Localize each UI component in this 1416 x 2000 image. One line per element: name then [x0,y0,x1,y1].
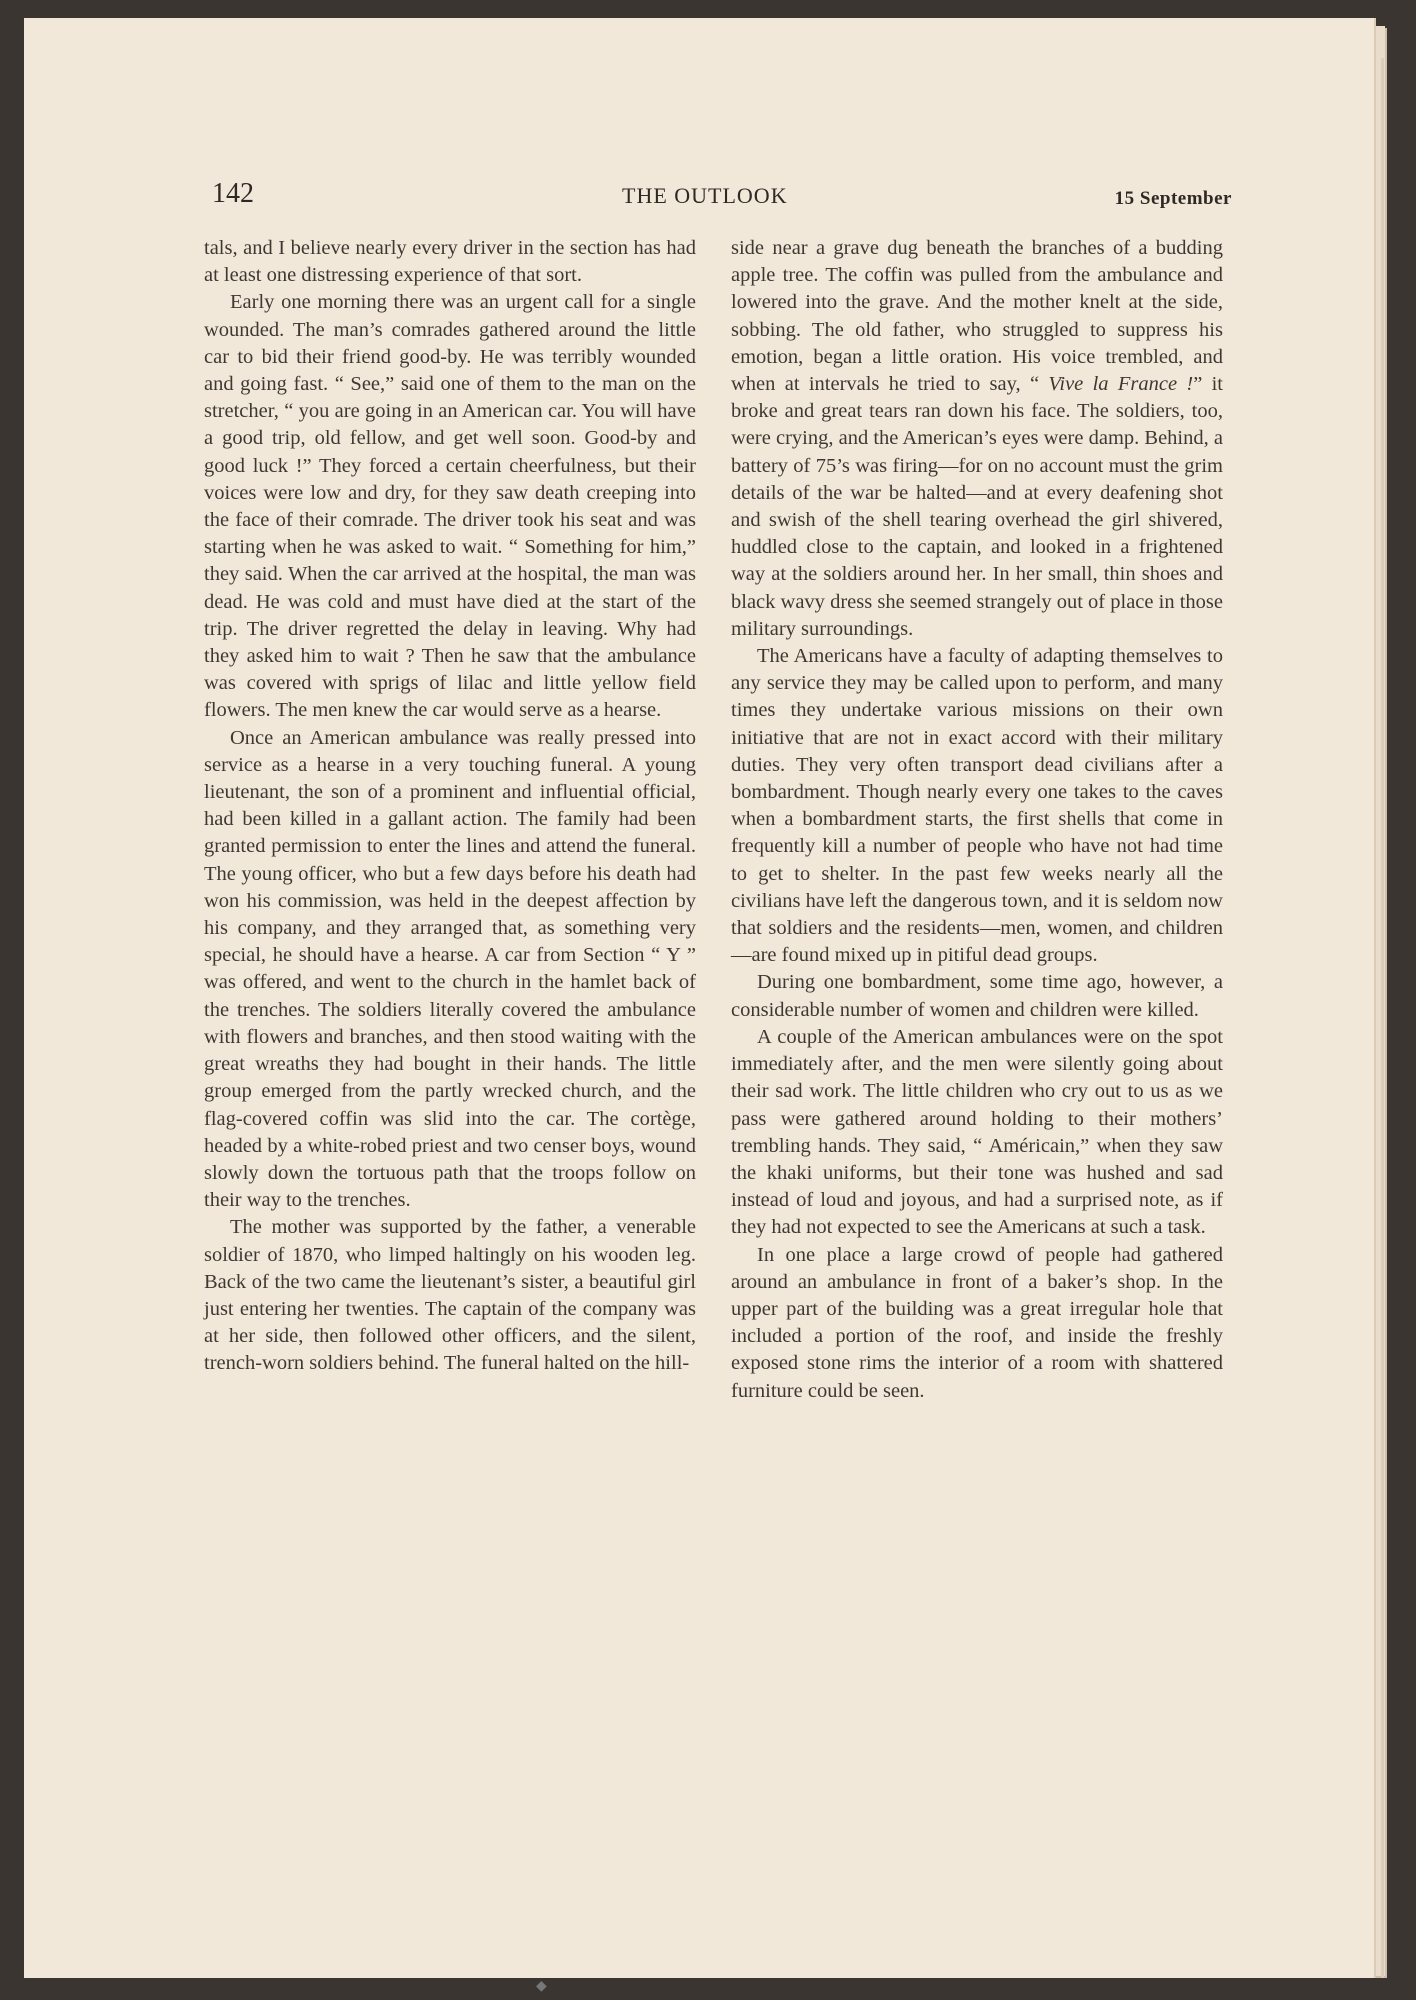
paragraph: tals, and I believe nearly every driver in the section has had at least one distressing experience of that sort. [204,237,696,287]
italic-quote: Vive la France ! [1048,373,1194,396]
left-column [204,235,696,1378]
binding-mark: ◆ [536,1979,547,1994]
paragraph: The mother was supported by the father, a venerable soldier of 1870, who limped haltingly on his wooden leg. Back of the two came the lieutenant’s sister, a beautiful girl just entering her twenties. The captain of the company was at her side, then followed other officers, and the silent, trench-worn soldiers behind. The funeral halted on the hill- [204,1216,696,1375]
page-number: 142 [212,178,254,209]
paragraph: The Americans have a faculty of adapting themselves to any service they may be called upon to perform, and many times they undertake various missions on their own initiative that are not in exact accord with their military duties. They very often transport dead civilians after a bombardment. Though nearly every one takes to the caves when a bombardment starts, the first shells that come in frequently kill a number of people who have not had time to get to shelter. In the past few weeks nearly all the civilians have left the dangerous town, and it is seldom now that soldiers and the residents—men, women, and children—are found mixed up in pitiful dead groups. [731,645,1223,967]
paragraph: During one bombardment, some time ago, however, a considerable number of women and children were killed. [731,971,1223,1021]
issue-date: 15 September [1114,188,1232,209]
page-edge [1381,58,1384,1978]
running-head [212,178,1232,218]
paragraph: Once an American ambulance was really pressed into service as a hearse in a very touching funeral. A young lieutenant, the son of a prominent and influential official, had been killed in a gallant action. The family had been granted permission to enter the lines and attend the funeral. The young officer, who but a few days before his death had won his commission, was held in the deepest affection by his company, and they arranged that, as something very special, he should have a hearse. A car from Section “ Y ” was offered, and went to the church in the hamlet back of the trenches. The soldiers literally covered the ambulance with flowers and branches, and then stood waiting with the great wreaths they had bought in their hands. The little group emerged from the partly wrecked church, and the flag-covered coffin was slid into the car. The cortège, headed by a white-robed priest and two censer boys, wound slowly down the tortuous path that the troops follow on their way to the trenches. [204,726,696,1212]
paragraph: A couple of the American ambulances were on the spot immediately after, and the men were silently going about their sad work. The little children who cry out to us as we pass were gathered around holding to their mothers’ trembling hands. They said, “ Américain,” when they saw the khaki uniforms, but their tone was hushed and sad instead of loud and joyous, and had a surprised note, as if they had not expected to see the Americans at such a task. [731,1025,1223,1239]
running-title: THE OUTLOOK [622,183,788,208]
text-run: ” it broke and great tears ran down his face. The soldiers, too, were crying, and the American’s eyes were damp. Behind, a battery of 75’s was firing—for on no account must the grim details of the war be halted—and at every deafening shot and swish of the shell tearing overhead the girl shivered, huddled close to the captain, and looked in a frightened way at the soldiers around her. In her small, thin shoes and black wavy dress she seemed strangely out of place in those military surroundings. [731,373,1223,640]
paragraph: In one place a large crowd of people had gathered around an ambulance in front of a baker’s shop. In the upper part of the building was a great irregular hole that included a portion of the roof, and inside the freshly exposed stone rims the interior of a room with shattered furniture could be seen. [731,1243,1223,1402]
paragraph: Early one morning there was an urgent call for a single wounded. The man’s comrades gathered around the little car to bid their friend good-by. He was terribly wounded and going fast. “ See,” said one of them to the man on the stretcher, “ you are going in an American car. You will have a good trip, old fellow, and get well soon. Good-by and good luck !” They forced a certain cheerfulness, but their voices were low and dry, for they saw death creeping into the face of their comrade. The driver took his seat and was starting when he was asked to wait. “ Something for him,” they said. When the car arrived at the hospital, the man was dead. He was cold and must have died at the start of the trip. The driver regretted the delay in leaving. Why had they asked him to wait ? Then he saw that the ambulance was covered with sprigs of lilac and little yellow field flowers. The men knew the car would serve as a hearse. [204,291,696,722]
right-column [731,235,1223,1405]
text-run: side near a grave dug beneath the branches of a budding apple tree. The coffin was pulled from the ambulance and lowered into the grave. And the mother knelt at the side, sobbing. The old father, who struggled to suppress his emotion, began a little oration. His voice trembled, and when at intervals he tried to say, “ [731,237,1223,396]
paragraph [731,235,1223,643]
